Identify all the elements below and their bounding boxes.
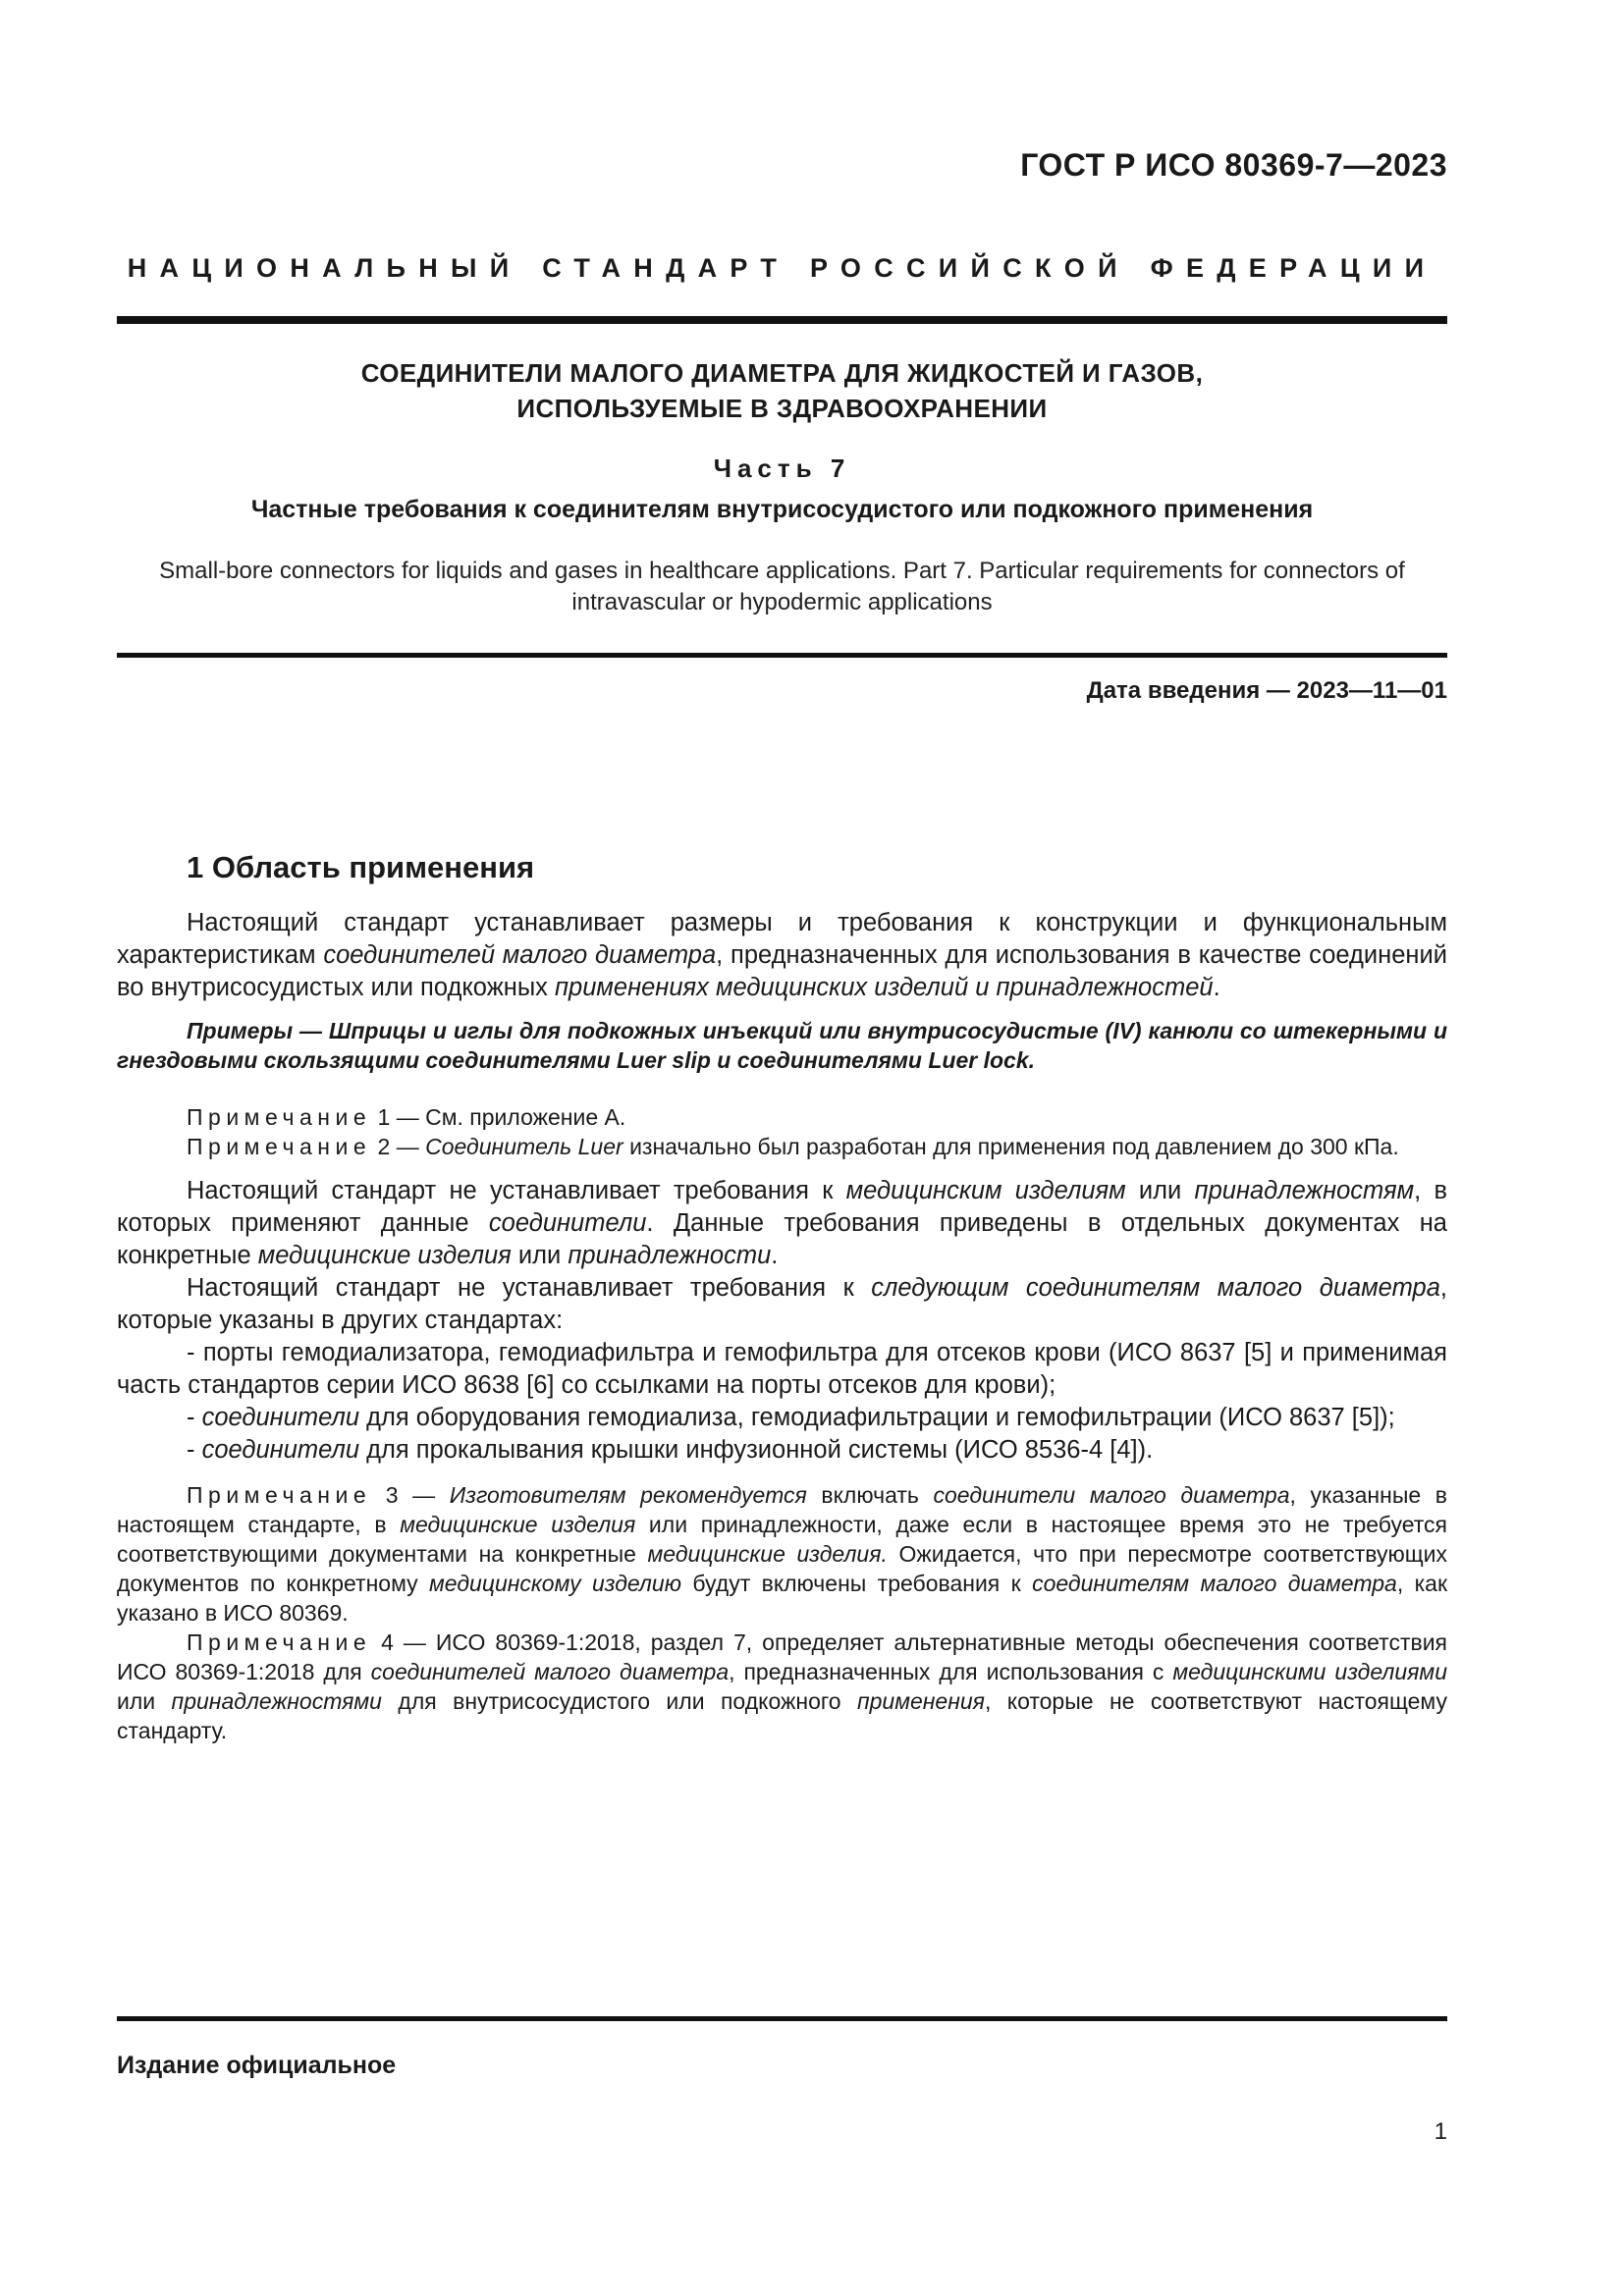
text: , которые не соответствуют настоящему стандарту. <box>117 1688 1448 1743</box>
text: или <box>117 1688 172 1714</box>
text: или <box>511 1242 568 1269</box>
part-label: Часть 7 <box>713 454 851 483</box>
term: принадлежности <box>568 1242 772 1269</box>
section-heading: 1 Область применения <box>187 850 535 884</box>
text: для оборудования гемодиализа, гемодиафильтрации и гемофильтрации (ИСО 8637 [5]); <box>359 1404 1395 1431</box>
term: принадлежностям <box>1194 1177 1415 1204</box>
document-number: ГОСТ Р ИСО 80369-7—2023 <box>1020 147 1447 183</box>
term: соединителей малого диаметра <box>370 1659 730 1684</box>
term: медицинскому изделию <box>429 1571 681 1596</box>
page-number: 1 <box>1434 2118 1447 2145</box>
text: . <box>771 1242 779 1269</box>
paragraph-exclusions <box>117 1175 1447 1272</box>
text: , предназначенных для использования в качестве соединений во внутрисосудистых или подкожных <box>117 941 1447 1001</box>
text: , которые указаны в других стандартах: <box>117 1274 1447 1334</box>
text: , указанные в настоящем стандарте, в <box>117 1482 1447 1537</box>
text: . Данные требования приведены в отдельных документах на конкретные <box>117 1209 1447 1269</box>
text: Настоящий стандарт не устанавливает требования к <box>187 1274 872 1302</box>
text: Ожидается, что при пересмотре соответствующих документов по конкретному <box>117 1541 1447 1596</box>
text: 1 — См. приложение А. <box>371 1104 626 1130</box>
text: - <box>187 1404 202 1431</box>
text: - <box>187 1436 202 1464</box>
text: или <box>1125 1177 1195 1204</box>
text: 3 — <box>371 1482 450 1508</box>
title-divider <box>117 653 1447 658</box>
document-title <box>117 355 1447 426</box>
note-label: Примечание <box>187 1104 372 1130</box>
note-1 <box>117 1102 1447 1132</box>
paragraph-other-connectors <box>117 1272 1447 1337</box>
text: включать <box>806 1482 934 1508</box>
text: изначально был разработан для применения под давлением до 300 кПа. <box>623 1134 1399 1159</box>
english-title: Small-bore connectors for liquids and gases in healthcare applications. Part 7. Particular requirements for connectors of intravascular or hypodermic applications <box>159 558 1405 615</box>
term: применениях медицинских изделий и принадлежностей <box>555 974 1214 1001</box>
note-4 <box>117 1628 1447 1745</box>
top-divider <box>117 316 1447 324</box>
text: , предназначенных для использования с <box>729 1659 1173 1684</box>
term: следующим соединителям малого диаметра <box>871 1274 1440 1302</box>
paragraph-scope <box>117 907 1447 1004</box>
note-label: Примечание <box>187 1482 372 1508</box>
title-line-2: ИСПОЛЬЗУЕМЫЕ В ЗДРАВООХРАНЕНИИ <box>516 394 1048 423</box>
term: применения <box>856 1688 985 1714</box>
term: соединителей малого диаметра <box>323 941 717 969</box>
text: Настоящий стандарт не устанавливает требования к <box>187 1177 846 1204</box>
text: для прокалывания крышки инфузионной системы (ИСО 8536-4 [4]). <box>359 1436 1154 1464</box>
term: Изготовителям рекомендуется <box>449 1482 807 1508</box>
term: медицинские изделия <box>257 1242 512 1269</box>
text: или принадлежности, даже если в настоящее время это не требуется соответствующими документами на конкретные <box>117 1512 1447 1567</box>
list-item: - порты гемодиализатора, гемодиафильтра и гемофильтра для отсеков крови (ИСО 8637 [5] и применимая часть стандартов серии ИСО 8638 [6] со ссылками на порты отсеков для крови); <box>117 1339 1447 1399</box>
text: . <box>1213 974 1220 1001</box>
title-line-1: СОЕДИНИТЕЛИ МАЛОГО ДИАМЕТРА ДЛЯ ЖИДКОСТЕЙ И ГАЗОВ, <box>360 358 1204 388</box>
list-item <box>117 1434 1447 1467</box>
term: медицинские изделия. <box>647 1541 888 1567</box>
example-paragraph: Примеры — Шприцы и иглы для подкожных инъекций или внутрисосудистые (IV) канюли со штекерными и гнездовыми скользящими соединителями Luer slip и соединителями Luer lock. <box>117 1018 1447 1073</box>
official-edition-label: Издание официальное <box>117 2052 397 2079</box>
national-standard-banner: НАЦИОНАЛЬНЫЙ СТАНДАРТ РОССИЙСКОЙ ФЕДЕРАЦИИ <box>127 253 1437 283</box>
term: соединители <box>201 1436 360 1464</box>
text: 2 — <box>371 1134 426 1159</box>
term: принадлежностями <box>171 1688 382 1714</box>
text: для внутрисосудистого или подкожного <box>381 1688 857 1714</box>
list-item <box>117 1402 1447 1434</box>
text: , в которых применяют данные <box>117 1177 1447 1237</box>
term: медицинскими изделиями <box>1172 1659 1447 1684</box>
term: соединители <box>201 1404 360 1431</box>
term: Соединитель Luer <box>425 1134 623 1159</box>
footer-divider <box>117 2016 1447 2021</box>
text: будут включены требования к <box>681 1571 1033 1596</box>
term: соединителям малого диаметра <box>1032 1571 1397 1596</box>
note-2 <box>117 1132 1447 1161</box>
document-subtitle: Частные требования к соединителям внутрисосудистого или подкожного применения <box>250 496 1314 523</box>
introduction-date: Дата введения — 2023—11—01 <box>1086 677 1447 704</box>
section-body <box>117 907 1447 1745</box>
note-3 <box>117 1480 1447 1628</box>
term: медицинские изделия <box>400 1512 636 1537</box>
text: Настоящий стандарт устанавливает размеры и требования к конструкции и функциональным характеристикам <box>117 909 1447 969</box>
term: соединители <box>488 1209 647 1237</box>
note-label: Примечание <box>187 1134 372 1159</box>
term: медицинским изделиям <box>845 1177 1126 1204</box>
text: , как указано в ИСО 80369. <box>117 1571 1448 1626</box>
note-label: Примечание <box>187 1629 372 1655</box>
term: соединители малого диаметра <box>933 1482 1290 1508</box>
text: 4 — ИСО 80369-1:2018, раздел 7, определяет альтернативные методы обеспечения соответствия ИСО 80369-1:2018 для <box>117 1629 1447 1684</box>
